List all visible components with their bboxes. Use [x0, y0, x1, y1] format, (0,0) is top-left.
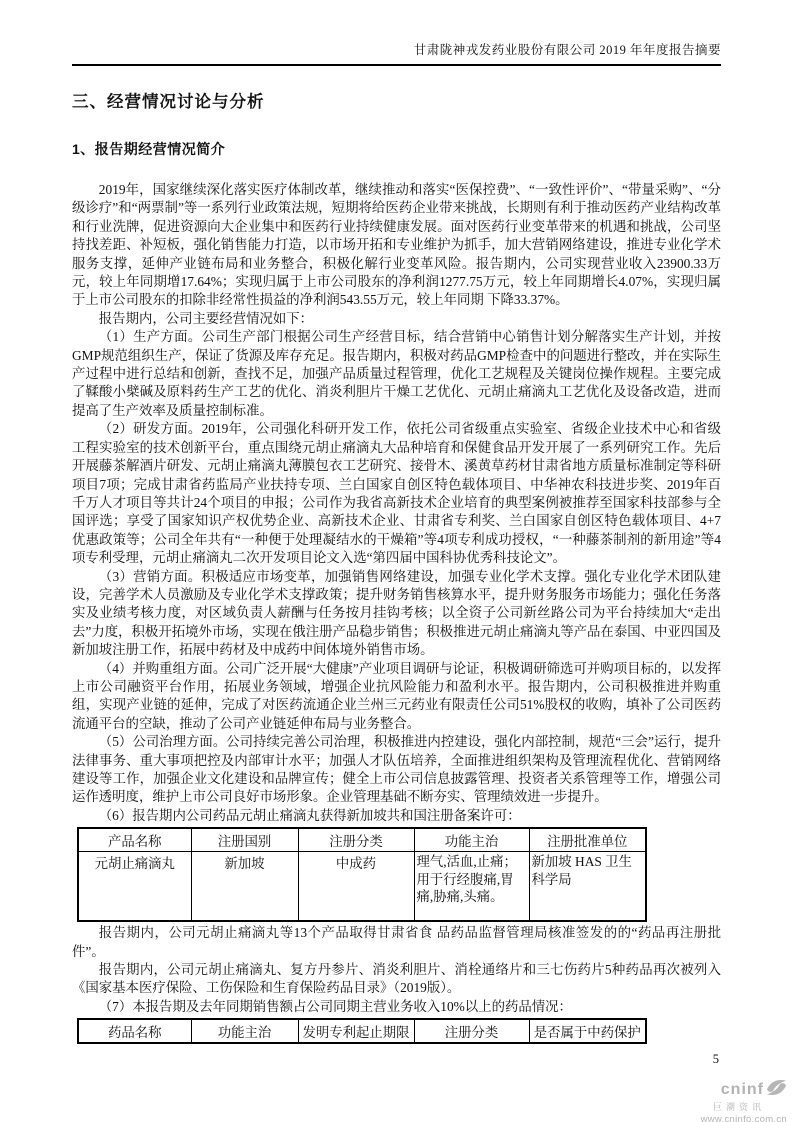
paragraph-mna: （4）并购重组方面。公司广泛开展“大健康”产业项目调研与论证，积极调研筛选可并购项目标的，以发挥上市公司融资平台作用，拓展业务领域，增强企业抗风险能力和盈利水平。报告期内，公司积极推进并购重组，实现产业链的延伸，完成了对医药流通企业兰州三元药业有限责任公司51%股权的收购，填补了公司医药流通平台的空缺，推动了公司产业链延伸布局与业务整合。 — [72, 660, 721, 731]
paragraph-insurance-catalog: 报告期内，公司元胡止痛滴丸、复方丹参片、消炎利胆片、消栓通络片和三七伤药片5种药品再次被列入《国家基本医疗保险、工伤保险和生育保险药品目录》（2019版）。 — [72, 962, 721, 996]
paragraph-intro: 报告期内，公司主要经营情况如下： — [98, 310, 314, 326]
col-header-drug-category: 注册分类 — [414, 1019, 529, 1043]
col-header-tcm-protection: 是否属于中药保护 — [529, 1019, 646, 1043]
paragraph-overview: 2019年，国家继续深化落实医疗体制改革，继续推动和落实“医保控费”、“一致性评价”、“带量采购”、“分级诊疗”和“两票制”等一系列行业政策法规，短期将给医药企业带来挑战，长期则有利于推动医药产业结构改革和行业洗牌，促进资源向大企业集中和医药行业持续健康发展。面对医药行业变革带来的机遇和挑战，公司坚持找差距、补短板，强化销售能力打造，以市场开拓和专业维护为抓手，加大营销网络建设，推进专业化学术服务支撑，延伸产业链布局和业务整合，积极化解行业变革风险。报告期内，公司实现营业收入23900.33万元，较上年同期增17.64%；实现归属于上市公司股东的净利润1277.75万元，较上年同期增长4.07%，实现归属于上市公司股东的扣除非经常性损益的净利润543.55万元，较上年同期 下降33.37%。 — [72, 182, 721, 308]
subsection-title: 1、报告期经营情况简介 — [72, 141, 226, 157]
cell-country: 新加坡 — [191, 852, 298, 922]
body-text-after-table — [72, 924, 721, 1016]
cninfo-logo — [701, 1078, 787, 1122]
section-title: 三、经营情况讨论与分析 — [72, 93, 265, 111]
col-header-product-name: 产品名称 — [78, 828, 191, 852]
paragraph-production: （1）生产方面。公司生产部门根据公司生产经营目标，结合营销中心销售计划分解落实生产计划，并按GMP规范组织生产，保证了货源及库存充足。报告期内，积极对药品GMP检查中的问题进行整改，并在实际生产过程中进行总结和创新，查找不足，加强产品质量过程管理，优化工艺规程及关键岗位操作规程。主要完成了鞣酸小檗碱及原料药生产工艺的优化、消炎利胆片干燥工艺优化、元胡止痛滴丸工艺优化及设备改造，进而提高了生产效率及质量控制标准。 — [72, 329, 721, 418]
paragraph-registration-intro: （6）报告期内公司药品元胡止痛滴丸获得新加坡共和国注册备案许可： — [98, 807, 521, 823]
col-header-authority: 注册批准单位 — [529, 828, 646, 852]
cninfo-logo-text: cninf — [720, 1080, 764, 1098]
col-header-drug-indications: 功能主治 — [191, 1019, 298, 1043]
body-text — [72, 181, 721, 825]
cell-category: 中成药 — [298, 852, 414, 922]
cninfo-swirl-icon — [766, 1078, 787, 1101]
cell-authority: 新加坡 HAS 卫生科学局 — [529, 852, 646, 922]
paragraph-reregistration: 报告期内，公司元胡止痛滴丸等13个产品取得甘肃省食 品药品监督管理局核准签发的的“药品再注册批件”。 — [72, 925, 721, 959]
paragraph-governance: （5）公司治理方面。公司持续完善公司治理，积极推进内控建设，强化内部控制，规范“三会”运行，提升法律事务、重大事项把控及内部审计水平；加强人才队伍培养，全面推进组织架构及管理流程优化、营销网络建设等工作，加强企业文化建设和品牌宣传；健全上市公司信息披露管理、投资者关系管理等工作，增强公司运作透明度，维护上市公司良好市场形象。企业管理基础不断夯实、管理绩效进一步提升。 — [72, 734, 721, 805]
page-header — [72, 42, 721, 66]
registration-table-row — [78, 852, 646, 922]
col-header-patent-term: 发明专利起止期限 — [298, 1019, 414, 1043]
cninfo-logo-url: www.cninfo.com.cn — [700, 1114, 787, 1122]
col-header-category: 注册分类 — [298, 828, 414, 852]
page-number: 5 — [712, 1052, 719, 1066]
cninfo-logo-row — [701, 1078, 787, 1101]
col-header-country: 注册国别 — [191, 828, 298, 852]
cell-indications: 理气,活血,止痛；用于行经腹痛,胃痛,胁痛,头痛。 — [414, 852, 529, 922]
drugs-table-header-row — [78, 1019, 646, 1043]
registration-table-header-row — [78, 828, 646, 852]
header-title: 甘肃陇神戎发药业股份有限公司 2019 年年度报告摘要 — [413, 43, 721, 57]
drugs-table — [77, 1018, 647, 1044]
col-header-drug-name: 药品名称 — [78, 1019, 191, 1043]
paragraph-drugs-intro: （7）本报告期及去年同期销售额占公司同期主营业务收入10%以上的药品情况： — [98, 998, 572, 1014]
paragraph-marketing: （3）营销方面。积极适应市场变革，加强销售网络建设，加强专业化学术支撑。强化专业化学术团队建设，完善学术人员激励及专业化学术支撑政策；提升财务销售核算水平，提升财务服务市场能力；强化任务落实及业绩考核力度，对区域负责人薪酬与任务按月挂钩考核；以全资子公司新丝路公司为平台持续加大“走出去”力度，积极开拓境外市场，实现在俄注册产品稳步销售；积极推进元胡止痛滴丸等产品在泰国、中亚四国及新加坡注册工作，拓展中药材及中成药中间体境外销售市场。 — [72, 568, 721, 658]
paragraph-rnd: （2）研发方面。2019年，公司强化科研开发工作，依托公司省级重点实验室、省级企业技术中心和省级工程实验室的技术创新平台，重点围绕元胡止痛滴丸大品种培育和保健食品开发开展了一系列研究工作。先后开展藤茶解酒片研发、元胡止痛滴丸薄膜包衣工艺研究、接骨木、溪黄草药材甘肃省地方质量标准制定等科研项目7项；完成甘肃省药监局产业扶持专项、兰白国家自创区特色载体项目、中华神农科技进步奖、2019年百千万人才项目等共计24个项目的申报；公司作为我省高新技术企业培育的典型案例被推荐至国家科技部参与全国评选；享受了国家知识产权优势企业、高新技术企业、甘肃省专利奖、兰白国家自创区特色载体项目、4+7优惠政策等；公司全年共有“一种便于处理凝结水的干燥箱”等4项专利成功授权，“一种藤茶制剂的新用途”等4项专利受理，元胡止痛滴丸二次开发项目论文入选“第四届中国科协优秀科技论文”。 — [72, 421, 721, 566]
cninfo-logo-chinese: 巨潮资讯 — [712, 1102, 765, 1112]
registration-table — [77, 827, 647, 922]
cell-product-name: 元胡止痛滴丸 — [78, 852, 191, 922]
col-header-indications: 功能主治 — [414, 828, 529, 852]
